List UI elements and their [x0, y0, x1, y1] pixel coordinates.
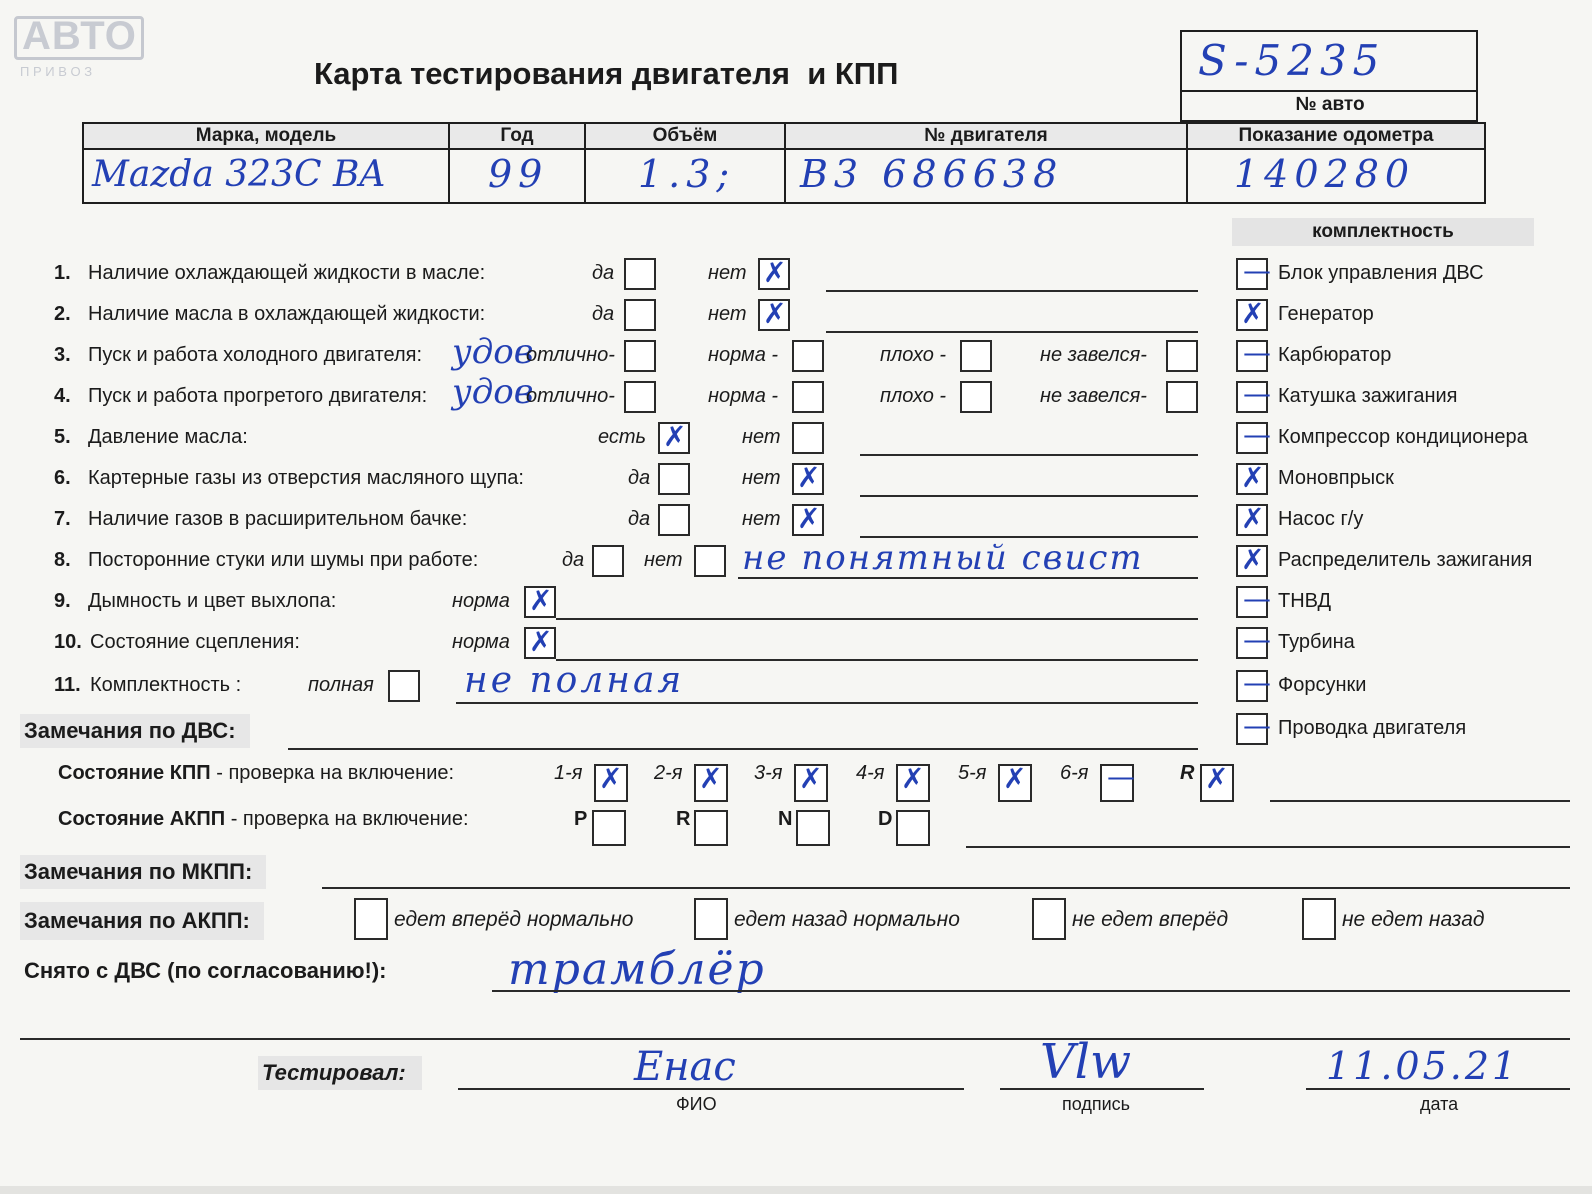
q2-option-no: нет [708, 303, 747, 325]
gear-6-checkbox[interactable]: — [1100, 764, 1134, 802]
q3-checkbox-excellent[interactable] [624, 340, 656, 372]
q9-number: 9. [54, 590, 71, 612]
q4-checkbox-normal[interactable] [792, 381, 824, 413]
gear-1-label: 1-я [554, 762, 583, 784]
q4-checkbox-not-started[interactable] [1166, 381, 1198, 413]
q1-option-no: нет [708, 262, 747, 284]
q6-checkbox-no[interactable]: ✗ [792, 463, 824, 495]
engine-number-value: B3 686638 [800, 152, 1064, 196]
remarks-manual-line[interactable] [322, 887, 1570, 889]
removed-line-1[interactable] [492, 990, 1570, 992]
auto-option-forward-ok-label: едет вперёд нормально [394, 908, 634, 931]
test-date-caption: дата [1420, 1094, 1459, 1114]
q11-checkbox-full[interactable] [388, 670, 420, 702]
completeness-checkbox-mono-injection[interactable]: ✗ [1236, 463, 1268, 495]
completeness-checkbox-injectors[interactable]: — [1236, 670, 1268, 702]
q3-number: 3. [54, 344, 71, 366]
completeness-checkbox-generator[interactable]: ✗ [1236, 299, 1268, 331]
year-value: 99 [488, 152, 549, 196]
q4-option-not-started: не завелся- [1040, 385, 1147, 407]
auto-number-value: S-5235 [1198, 36, 1386, 85]
completeness-label-carburetor: Карбюратор [1278, 344, 1392, 366]
q7-option-yes: да [628, 508, 651, 530]
remarks-engine-line[interactable] [288, 748, 1198, 750]
q3-option-excellent: отлично- [526, 344, 615, 366]
q4-checkbox-excellent[interactable] [624, 381, 656, 413]
odometer-value: 140280 [1234, 152, 1416, 196]
completeness-checkbox-carburetor[interactable]: — [1236, 340, 1268, 372]
gear-5-checkbox[interactable]: ✗ [998, 764, 1032, 802]
remarks-auto-label: Замечания по АКПП: [20, 902, 264, 940]
q8-checkbox-yes[interactable] [592, 545, 624, 577]
header-year-label: Год [449, 123, 585, 149]
remarks-engine-label: Замечания по ДВС: [20, 714, 250, 748]
mode-r-checkbox[interactable] [694, 810, 728, 846]
q10-number: 10. [54, 631, 82, 653]
q6-number: 6. [54, 467, 71, 489]
model-value: Mazda 323C BA [92, 154, 386, 195]
header-model-label: Марка, модель [83, 123, 449, 149]
test-date: 11.05.21 [1326, 1044, 1520, 1088]
q9-note-line[interactable] [556, 618, 1198, 620]
completeness-label-turbine: Турбина [1278, 631, 1355, 653]
auto-number-box [1180, 30, 1478, 122]
completeness-label-ecu: Блок управления ДВС [1278, 262, 1484, 284]
tester-name-caption: ФИО [676, 1094, 717, 1114]
q1-option-yes: да [592, 262, 615, 284]
completeness-label-injectors: Форсунки [1278, 674, 1367, 696]
manual-gearbox-label: Состояние КПП - проверка на включение: [58, 762, 455, 784]
auto-option-no-backward-checkbox[interactable] [1302, 898, 1336, 940]
q5-checkbox-no[interactable] [792, 422, 824, 454]
auto-option-no-forward-checkbox[interactable] [1032, 898, 1066, 940]
q6-option-no: нет [742, 467, 781, 489]
removed-line-2[interactable] [20, 1038, 1570, 1040]
q3-checkbox-not-started[interactable] [1166, 340, 1198, 372]
completeness-label-distributor: Распределитель зажигания [1278, 549, 1533, 571]
auto-option-forward-ok-checkbox[interactable] [354, 898, 388, 940]
completeness-label-ps-pump: Насос г/у [1278, 508, 1364, 530]
q4-option-normal: норма - [708, 385, 779, 407]
volume-value: 1.3; [638, 152, 736, 196]
mode-p-label: P [574, 808, 588, 830]
tester-name: Енас [634, 1044, 736, 1090]
q1-text: Наличие охлаждающей жидкости в масле: [88, 262, 486, 284]
q6-text: Картерные газы из отверстия масляного щупа: [88, 467, 524, 489]
q6-option-yes: да [628, 467, 651, 489]
completeness-checkbox-wiring[interactable]: — [1236, 713, 1268, 745]
q7-number: 7. [54, 508, 71, 530]
q5-text: Давление масла: [88, 426, 248, 448]
q6-checkbox-yes[interactable] [658, 463, 690, 495]
mode-n-label: N [778, 808, 793, 830]
gear-5-label: 5-я [958, 762, 987, 784]
completeness-label-ignition-coil: Катушка зажигания [1278, 385, 1458, 407]
mode-d-checkbox[interactable] [896, 810, 930, 846]
q8-text: Посторонние стуки или шумы при работе: [88, 549, 479, 571]
gear-4-label: 4-я [856, 762, 885, 784]
q2-note-line[interactable] [826, 331, 1198, 333]
auto-option-no-forward-label: не едет вперёд [1072, 908, 1229, 931]
tested-label: Тестировал: [258, 1056, 422, 1090]
q3-checkbox-bad[interactable] [960, 340, 992, 372]
completeness-checkbox-ecu[interactable]: — [1236, 258, 1268, 290]
gear-2-label: 2-я [654, 762, 683, 784]
q2-checkbox-no[interactable]: ✗ [758, 299, 790, 331]
header-engine-number-label: № двигателя [785, 123, 1187, 149]
tester-name-line[interactable] [458, 1088, 964, 1090]
q7-checkbox-no[interactable]: ✗ [792, 504, 824, 536]
q11-handwritten-note: не полная [464, 660, 685, 701]
q2-checkbox-yes[interactable] [624, 299, 656, 331]
q9-checkbox-normal[interactable]: ✗ [524, 586, 556, 618]
bottom-edge [0, 1186, 1592, 1194]
mode-n-checkbox[interactable] [796, 810, 830, 846]
completeness-label-ac-compressor: Компрессор кондиционера [1278, 426, 1528, 448]
q1-note-line[interactable] [826, 290, 1198, 292]
completeness-label-wiring: Проводка двигателя [1278, 717, 1467, 739]
q5-note-line[interactable] [860, 454, 1198, 456]
q7-option-no: нет [742, 508, 781, 530]
gear-r-checkbox[interactable]: ✗ [1200, 764, 1234, 802]
q3-option-normal: норма - [708, 344, 779, 366]
q3-text: Пуск и работа холодного двигателя: [88, 344, 423, 366]
q5-number: 5. [54, 426, 71, 448]
completeness-checkbox-turbine[interactable]: — [1236, 627, 1268, 659]
gear-1-checkbox[interactable]: ✗ [594, 764, 628, 802]
q8-option-yes: да [562, 549, 585, 571]
q2-text: Наличие масла в охлаждающей жидкости: [88, 303, 486, 325]
completeness-label-injection-pump: ТНВД [1278, 590, 1332, 612]
removed-value: трамблёр [508, 944, 766, 995]
q7-text: Наличие газов в расширительном бачке: [88, 508, 468, 530]
gear-2-checkbox[interactable]: ✗ [694, 764, 728, 802]
q9-text: Дымность и цвет выхлопа: [88, 590, 337, 612]
auto-number-label: № авто [1295, 94, 1365, 115]
q11-number: 11. [54, 674, 81, 696]
q5-checkbox-yes[interactable]: ✗ [658, 422, 690, 454]
q10-text: Состояние сцепления: [90, 631, 300, 653]
q3-handwritten-note: удов [452, 332, 534, 372]
logo [14, 12, 148, 82]
q4-option-bad: плохо - [880, 385, 947, 407]
q1-checkbox-yes[interactable] [624, 258, 656, 290]
q3-option-not-started: не завелся- [1040, 344, 1147, 366]
completeness-checkbox-ac-compressor[interactable]: — [1236, 422, 1268, 454]
q4-text: Пуск и работа прогретого двигателя: [88, 385, 428, 407]
q11-note-line[interactable] [456, 702, 1198, 704]
q8-checkbox-no[interactable] [694, 545, 726, 577]
remarks-manual-label: Замечания по МКПП: [20, 855, 266, 889]
q9-option-normal: норма [452, 590, 510, 612]
q4-number: 4. [54, 385, 71, 407]
manual-gearbox-note-line[interactable] [1270, 800, 1570, 802]
auto-option-backward-ok-checkbox[interactable] [694, 898, 728, 940]
gear-r-label: R [1180, 762, 1195, 784]
completeness-checkbox-injection-pump[interactable]: — [1236, 586, 1268, 618]
auto-gearbox-label: Состояние АКПП - проверка на включение: [58, 808, 469, 830]
logo-brand: АВТО [22, 14, 137, 58]
logo-subtitle: П Р И В О З [20, 64, 93, 79]
q2-number: 2. [54, 303, 71, 325]
auto-gearbox-note-line[interactable] [966, 846, 1570, 848]
completeness-checkbox-ignition-coil[interactable]: — [1236, 381, 1268, 413]
tester-signature: Vlw [1040, 1034, 1132, 1090]
q4-handwritten-note: удов [452, 372, 534, 412]
completeness-checkbox-distributor[interactable]: ✗ [1236, 545, 1268, 577]
mode-r-label: R [676, 808, 691, 830]
q10-checkbox-normal[interactable]: ✗ [524, 627, 556, 659]
gear-3-label: 3-я [754, 762, 783, 784]
tester-signature-line[interactable] [1000, 1088, 1204, 1090]
q1-number: 1. [54, 262, 71, 284]
q8-number: 8. [54, 549, 71, 571]
mode-d-label: D [878, 808, 893, 830]
auto-option-backward-ok-label: едет назад нормально [734, 908, 960, 931]
tester-signature-caption: подпись [1062, 1094, 1131, 1114]
vehicle-info-table [82, 122, 1486, 204]
test-date-line[interactable] [1306, 1088, 1570, 1090]
completeness-title: комплектность [1232, 218, 1534, 246]
gear-6-label: 6-я [1060, 762, 1089, 784]
q8-handwritten-note: не понятный свист [742, 538, 1144, 578]
q3-checkbox-normal[interactable] [792, 340, 824, 372]
mode-p-checkbox[interactable] [592, 810, 626, 846]
removed-label: Снято с ДВС (по согласованию!): [24, 958, 387, 983]
page-title: Карта тестирования двигателя и КПП [314, 56, 899, 91]
header-volume-label: Объём [585, 123, 785, 149]
q11-text: Комплектность : [90, 674, 242, 696]
q11-option-full: полная [308, 674, 374, 696]
q10-option-normal: норма [452, 631, 510, 653]
completeness-label-generator: Генератор [1278, 303, 1374, 325]
q8-option-no: нет [644, 549, 683, 571]
q2-option-yes: да [592, 303, 615, 325]
q3-option-bad: плохо - [880, 344, 947, 366]
q4-option-excellent: отлично- [526, 385, 615, 407]
q6-note-line[interactable] [860, 495, 1198, 497]
auto-option-no-backward-label: не едет назад [1342, 908, 1485, 931]
q1-checkbox-no[interactable]: ✗ [758, 258, 790, 290]
completeness-label-mono-injection: Моновпрыск [1278, 467, 1394, 489]
q4-checkbox-bad[interactable] [960, 381, 992, 413]
completeness-checkbox-ps-pump[interactable]: ✗ [1236, 504, 1268, 536]
header-odometer-label: Показание одометра [1187, 123, 1485, 149]
q5-option-no: нет [742, 426, 781, 448]
q7-checkbox-yes[interactable] [658, 504, 690, 536]
q5-option-yes: есть [598, 426, 647, 448]
gear-3-checkbox[interactable]: ✗ [794, 764, 828, 802]
gear-4-checkbox[interactable]: ✗ [896, 764, 930, 802]
